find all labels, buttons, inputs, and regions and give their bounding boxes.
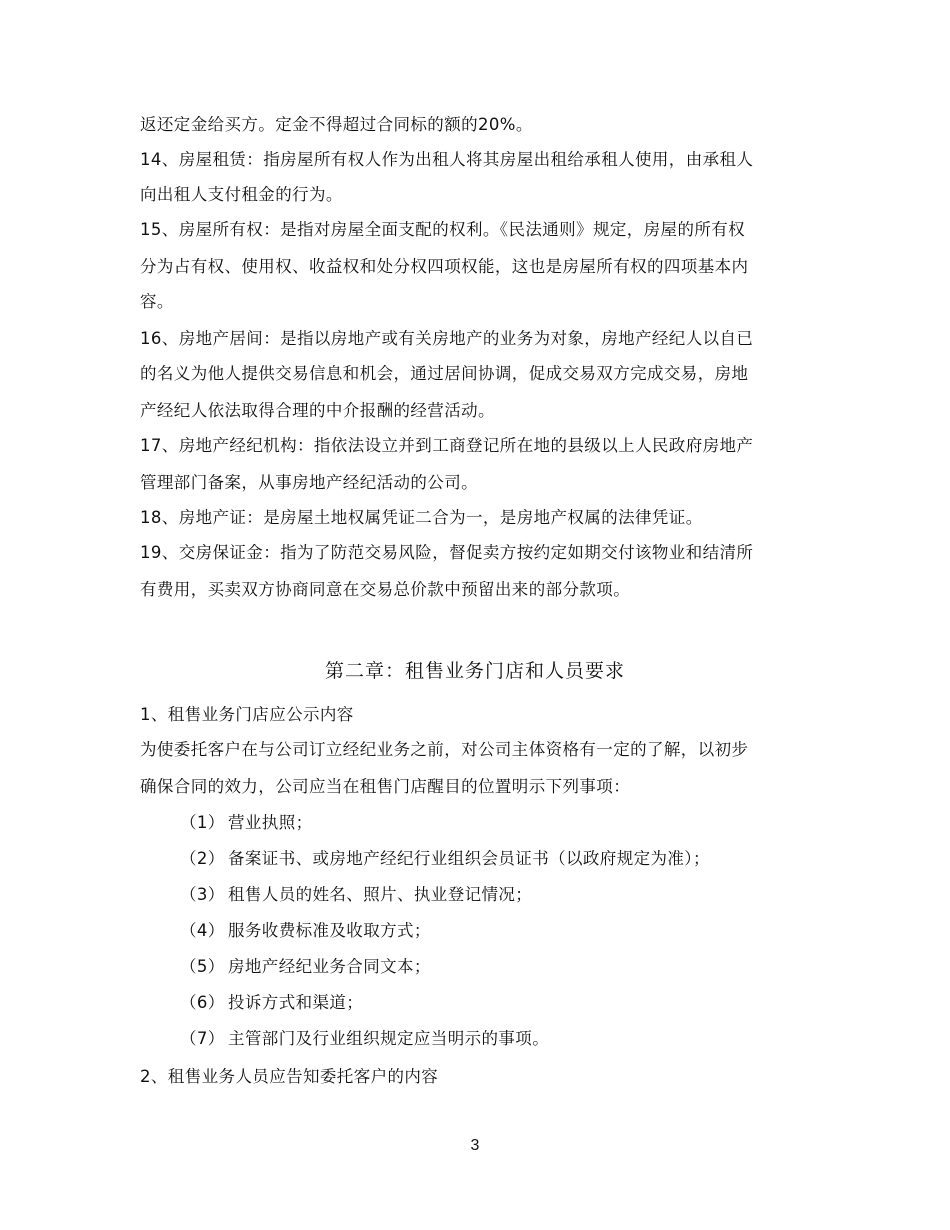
list-item-text: 营业执照； xyxy=(228,813,313,832)
text-line: 管理部门备案，从事房地产经纪活动的公司。 xyxy=(140,473,478,492)
text-line: 的名义为他人提供交易信息和机会，通过居间协调，促成交易双方完成交易，房地 xyxy=(140,364,749,383)
list-item-number: （5） xyxy=(180,957,225,976)
list-item xyxy=(180,812,820,834)
text-line: 18、房地产证：是房屋土地权属凭证二合为一，是房地产权属的法律凭证。 xyxy=(140,508,703,527)
list-item-number: （4） xyxy=(180,921,225,940)
page-number: 3 xyxy=(470,1137,480,1154)
text-line: 14、房屋租赁：指房屋所有权人作为出租人将其房屋出租给承租人使用，由承租人 xyxy=(140,150,754,169)
list-item-number: （3） xyxy=(180,885,225,904)
text-line: 15、房屋所有权：是指对房屋全面支配的权利。《民法通则》规定，房屋的所有权 xyxy=(140,220,746,239)
list-item-text: 租售人员的姓名、照片、执业登记情况； xyxy=(228,885,533,904)
text-line: 产经纪人依法取得合理的中介报酬的经营活动。 xyxy=(140,401,495,420)
list-item xyxy=(180,920,820,942)
text-line: 16、房地产居间：是指以房地产或有关房地产的业务为对象，房地产经纪人以自已 xyxy=(140,329,754,348)
list-item-text: 主管部门及行业组织规定应当明示的事项。 xyxy=(228,1029,550,1048)
list-item xyxy=(180,848,820,870)
text-line: 分为占有权、使用权、收益权和处分权四项权能，这也是房屋所有权的四项基本内 xyxy=(140,257,749,276)
chapter-title: 第二章：租售业务门店和人员要求 xyxy=(324,660,625,682)
section-title: 2、租售业务人员应告知委托客户的内容 xyxy=(140,1067,439,1086)
list-item-number: （2） xyxy=(180,849,225,868)
text-line: 容。 xyxy=(140,292,174,311)
text-line: 确保合同的效力，公司应当在租售门店醒目的位置明示下列事项： xyxy=(140,777,631,796)
list-item-number: （6） xyxy=(180,993,225,1012)
list-item-text: 备案证书、或房地产经纪行业组织会员证书（以政府规定为准）； xyxy=(228,849,710,868)
text-line: 返还定金给买方。定金不得超过合同标的额的20%。 xyxy=(140,115,533,134)
text-line: 17、房地产经纪机构：指依法设立并到工商登记所在地的县级以上人民政府房地产 xyxy=(140,436,754,455)
text-line: 19、交房保证金：指为了防范交易风险，督促卖方按约定如期交付该物业和结清所 xyxy=(140,543,754,562)
section-title: 1、租售业务门店应公示内容 xyxy=(140,705,354,724)
text-line: 有费用，买卖双方协商同意在交易总价款中预留出来的部分款项。 xyxy=(140,580,631,599)
text-line: 为使委托客户在与公司订立经纪业务之前，对公司主体资格有一定的了解，以初步 xyxy=(140,740,749,759)
list-item xyxy=(180,884,820,906)
list-item-text: 房地产经纪业务合同文本； xyxy=(228,957,431,976)
list-item xyxy=(180,956,820,978)
list-item-number: （1） xyxy=(180,813,225,832)
list-item-text: 投诉方式和渠道； xyxy=(228,993,364,1012)
list-item-text: 服务收费标准及收取方式； xyxy=(228,921,431,940)
text-line: 向出租人支付租金的行为。 xyxy=(140,185,343,204)
list-item-number: （7） xyxy=(180,1029,225,1048)
list-item xyxy=(180,992,820,1014)
list-item xyxy=(180,1028,820,1050)
